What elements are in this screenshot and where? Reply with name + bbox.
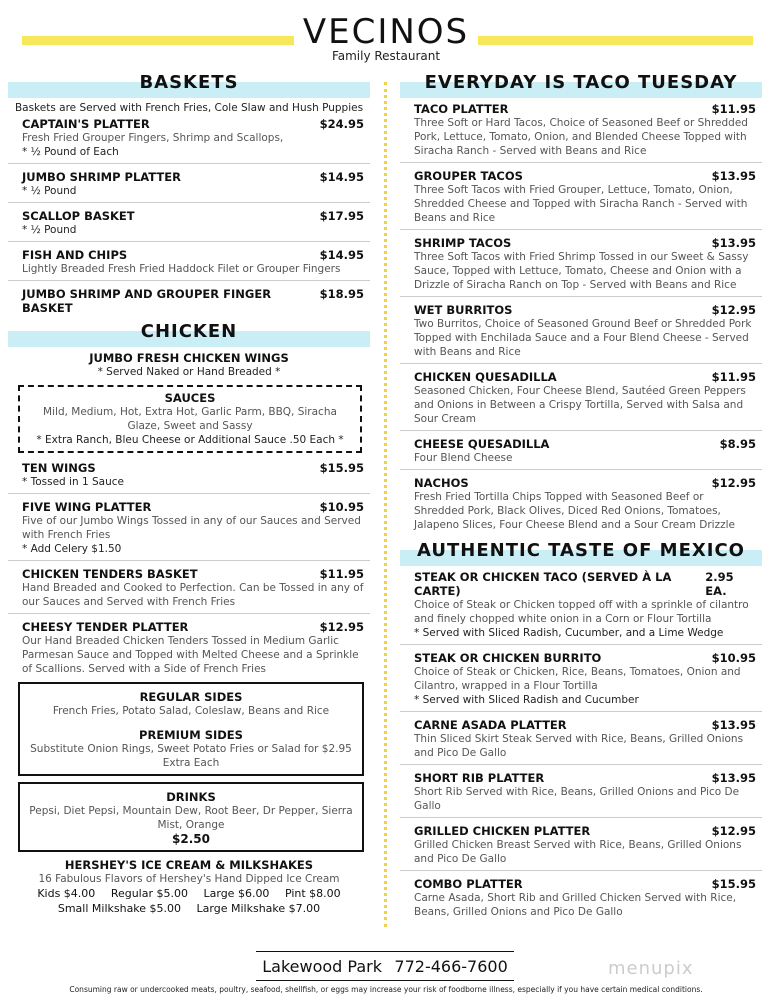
menu-item: NACHOS $12.95 Fresh Fried Tortilla Chips Topped with Seasoned Beef or Shredded Pork, Black Olives, Diced Red Onions, Tomatoes, Jalapeno Slices, Four Cheese Blend and a Sour Cream Drizzle (414, 476, 756, 531)
menu-item: CAPTAIN'S PLATTER $24.95 Fresh Fried Grouper Fingers, Shrimp and Scallops, * ½ Pound of Each (8, 117, 370, 164)
tacos-heading: EVERYDAY IS TACO TUESDAY (400, 72, 762, 98)
location-label: Lakewood Park (262, 956, 382, 976)
header-bar-right (478, 36, 753, 45)
icecream-block: HERSHEY'S ICE CREAM & MILKSHAKES 16 Fabulous Flavors of Hershey's Hand Dipped Ice Cream Kids $4.00 Regular $5.00 Large $6.00 Pint $8.00 Small Milkshake $5.00 Large Milkshake $7.00 (37, 858, 341, 915)
brand-subtitle: Family Restaurant (331, 49, 441, 63)
menu-item: CHEESY TENDER PLATTER $12.95 Our Hand Breaded Chicken Tenders Tossed in Medium Garlic Parmesan Sauce and Topped with Melted Cheese and a Sprinkle of Scallions. Served with a Side of French Fries (22, 620, 364, 675)
menu-item: WET BURRITOS $12.95 Two Burritos, Choice of Seasoned Ground Beef or Shredded Pork Topped with Enchilada Sauce and a Four Blend Cheese - Served with Beans and Rice (400, 303, 762, 364)
right-column (400, 72, 762, 925)
menu-item: CHICKEN QUESADILLA $11.95 Seasoned Chicken, Four Cheese Blend, Sautéed Green Peppers and Onions in Between a Crispy Tortilla, Served with Salsa and Sour Cream (400, 370, 762, 431)
icecream-large: Large $6.00 (203, 887, 270, 900)
small-milkshake: Small Milkshake $5.00 (57, 902, 182, 915)
menu-item: JUMBO SHRIMP AND GROUPER FINGER BASKET $18.95 (22, 287, 364, 315)
watermark-logo: menupix (608, 958, 694, 979)
baskets-heading: BASKETS (8, 72, 370, 98)
menu-item: SHRIMP TACOS $13.95 Three Soft Tacos with Fried Shrimp Tossed in our Sweet & Sassy Sauce, Topped with Lettuce, Tomato, Cheese and Onion with a Drizzle of Siracha Ranch on Top - Served with Beans and Rice (400, 236, 762, 297)
column-divider (384, 82, 387, 927)
menu-item: GROUPER TACOS $13.95 Three Soft Tacos with Fried Grouper, Lettuce, Tomato, Onion, Shredded Cheese and Topped with Siracha Ranch - Served with Beans and Rice (400, 169, 762, 230)
menu-item: CHEESE QUESADILLA $8.95 Four Blend Cheese (400, 437, 762, 470)
contact-box (256, 951, 514, 981)
icecream-regular: Regular $5.00 (110, 887, 188, 900)
menu-item: TACO PLATTER $11.95 Three Soft or Hard Tacos, Choice of Seasoned Beef or Shredded Pork, Lettuce, Tomato, Onion, and Blended Cheese Topped with Siracha Ranch - Served with Beans and Rice (400, 102, 762, 163)
menu-item: CARNE ASADA PLATTER $13.95 Thin Sliced Skirt Steak Served with Rice, Beans, Grilled Onions and Pico De Gallo (400, 718, 762, 765)
icecream-pint: Pint $8.00 (284, 887, 341, 900)
baskets-note: Baskets are Served with French Fries, Cole Slaw and Hush Puppies (14, 102, 364, 114)
menu-item: STEAK OR CHICKEN TACO (SERVED À LA CARTE) 2.95 EA. Choice of Steak or Chicken topped off with a sprinkle of cilantro and finely chopped white onion in a Corn or Flour Tortilla * Served with Sliced Radish, Cucumber, and a Lime Wedge (400, 570, 762, 645)
icecream-kids: Kids $4.00 (37, 887, 96, 900)
sauces-box: SAUCES Mild, Medium, Hot, Extra Hot, Garlic Parm, BBQ, Siracha Glaze, Sweet and Sassy * Extra Ranch, Bleu Cheese or Additional Sauce .50 Each * (18, 385, 362, 453)
menu-item: FIVE WING PLATTER $10.95 Five of our Jumbo Wings Tossed in any of our Sauces and Served with French Fries * Add Celery $1.50 (8, 500, 370, 561)
large-milkshake: Large Milkshake $7.00 (196, 902, 321, 915)
sides-box: REGULAR SIDES French Fries, Potato Salad, Coleslaw, Beans and Rice PREMIUM SIDES Substitute Onion Rings, Sweet Potato Fries or Salad for $2.95 Extra Each (18, 682, 364, 776)
menu-item: CHICKEN TENDERS BASKET $11.95 Hand Breaded and Cooked to Perfection. Can be Tossed in any of our Sauces and Served with French Fries (8, 567, 370, 614)
menu-item: GRILLED CHICKEN PLATTER $12.95 Grilled Chicken Breast Served with Rice, Beans, Grilled Onions and Pico De Gallo (400, 824, 762, 871)
brand-name: VECINOS (302, 12, 470, 52)
disclaimer: Consuming raw or undercooked meats, poultry, seafood, shellfish, or eggs may increase your risk of foodborne illness, especially if you have certain medical conditions. (69, 985, 703, 994)
menu-item: COMBO PLATTER $15.95 Carne Asada, Short Rib and Grilled Chicken Served with Rice, Beans, Grilled Onions and Pico De Gallo (414, 877, 756, 918)
chicken-heading: CHICKEN (8, 321, 370, 347)
menu-item: TEN WINGS $15.95 * Tossed in 1 Sauce (8, 461, 370, 494)
wings-block: JUMBO FRESH CHICKEN WINGS * Served Naked or Hand Breaded * (89, 351, 289, 378)
brand (290, 12, 482, 63)
menu-item: SHORT RIB PLATTER $13.95 Short Rib Served with Rice, Beans, Grilled Onions and Pico De Gallo (400, 771, 762, 818)
menu-item: FISH AND CHIPS $14.95 Lightly Breaded Fresh Fried Haddock Filet or Grouper Fingers (8, 248, 370, 281)
menu-item: JUMBO SHRIMP PLATTER $14.95 * ½ Pound (8, 170, 370, 203)
phone-number[interactable]: 772-466-7600 (394, 956, 508, 976)
drinks-box: DRINKS Pepsi, Diet Pepsi, Mountain Dew, Root Beer, Dr Pepper, Sierra Mist, Orange $2.50 (18, 782, 364, 852)
menu-item: STEAK OR CHICKEN BURRITO $10.95 Choice of Steak or Chicken, Rice, Beans, Tomatoes, Onion and Cilantro, wrapped in a Flour Tortilla * Served with Sliced Radish and Cucumber (400, 651, 762, 712)
header-bar-left (22, 36, 294, 45)
mexico-heading: AUTHENTIC TASTE OF MEXICO (400, 540, 762, 566)
menu-item: SCALLOP BASKET $17.95 * ½ Pound (8, 209, 370, 242)
left-column (8, 72, 370, 922)
